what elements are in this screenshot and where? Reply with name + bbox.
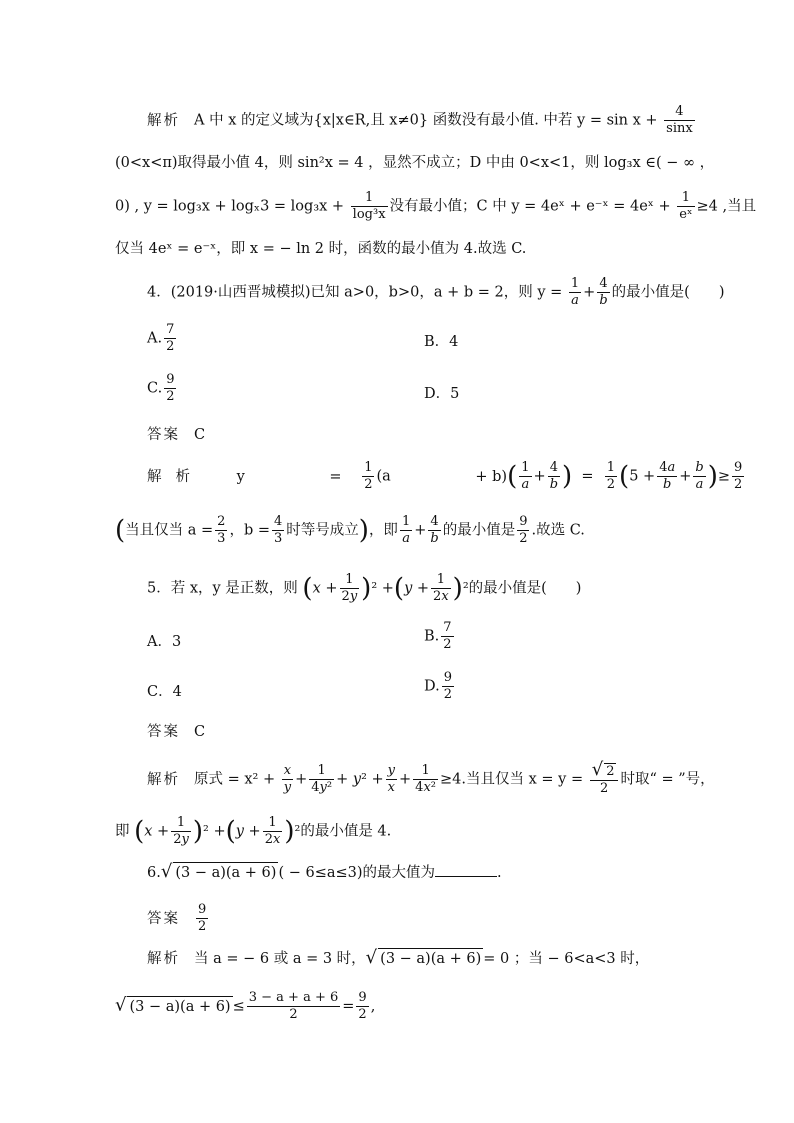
question-5-stem: 5．若 x，y 是正数，则 (x + $\frac{1}{2y}$ )² +(y + $\frac{1}{2x}$ )²的最小值是( ): [147, 572, 582, 604]
analysis-line-4: 仅当 4eˣ = e⁻ˣ，即 x = − ln 2 时，函数的最小值为 4.故选 C.: [115, 241, 527, 257]
question-4-stem: 4．(2019·山西晋城模拟)已知 a>0，b>0，a + b = 2，则 y = $\frac{1}{a}$ + $\frac{4}{b}$ 的最小值是( ): [147, 276, 725, 308]
analysis-line-1: 解析 A 中 x 的定义域为{x|x∈R,且 x≠0} 函数没有最小值. 中若 y = sin x + $\frac{4}{\sin x}$: [147, 104, 693, 136]
fraction: $\frac{4}{\sin x}$: [666, 104, 693, 136]
q4-analysis: 解析 y = $\frac{1}{2}$ (a + b)( $\frac{1}{a}$ + $\frac{4}{b}$ ) = $\frac{1}{2}$ (5 + $\frac{4a}{b}$ + $\frac{b}{a}$ )≥ $\frac{9}{2}$: [147, 460, 743, 492]
q6-analysis-line-2: √ (3 − a)(a + 6) ≤ $\frac{3 - a + a + 6}{2}$ = $\frac{9}{2}$ ,: [115, 990, 376, 1022]
q4-option-a: A. $\frac{7}{2}$: [147, 322, 175, 354]
answer-blank: [435, 862, 497, 877]
analysis-line-3: 0) , y = log₃x + logₓ3 = log₃x + $\frac{1}{\text{log³x}}$ 没有最小值；C 中 y = 4eˣ + e⁻ˣ = 4eˣ + $\frac{1}{\text{eˣ}}$ ≥4 ,当且: [115, 190, 757, 222]
q5-analysis: 解析 原式 = x² + $\frac{x}{y}$ + $\frac{1}{\text{4y²}}$ + y² + $\frac{y}{x}$ + $\frac{1}{\text{4x²}}$ ≥4.当且仅当 x = y = $\frac{√ 2}{2}$ 时取“ = ”号，: [147, 759, 715, 796]
q6-analysis: 解析 当 a = − 6 或 a = 3 时，√ (3 − a)(a + 6) = 0 ；当 − 6<a<3 时，: [147, 947, 650, 968]
q5-answer: 答案 C: [147, 724, 206, 740]
q4-option-c: C. $\frac{9}{2}$: [147, 372, 175, 404]
q5-option-d: D. $\frac{9}{2}$: [424, 670, 452, 702]
q4-answer: 答案 C: [147, 427, 206, 443]
analysis-line-2: (0<x<π)取得最小值 4，则 sin²x = 4 ，显然不成立；D 中由 0<x<1，则 log₃x ∈( − ∞ ，: [115, 155, 715, 171]
q4-analysis-line-2: (当且仅当 a = $\frac{2}{3}$ ，b = $\frac{4}{3}$ 时等号成立)，即 $\frac{1}{a}$ + $\frac{4}{b}$ 的最小值是 $\frac{9}{2}$ .故选 C.: [115, 514, 585, 546]
fraction: $\frac{1}{\text{eˣ}}$: [679, 190, 693, 222]
fraction: $\frac{1}{\text{log³x}}$: [352, 190, 386, 222]
q5-option-a: A．3: [147, 634, 182, 650]
q5-analysis-line-2: 即 (x + $\frac{1}{2y}$ )² +(y + $\frac{1}{2x}$ )²的最小值是 4.: [115, 815, 392, 847]
q6-answer: 答案 $\frac{9}{2}$: [147, 902, 207, 934]
q4-option-d: D．5: [424, 386, 460, 402]
q5-option-b: B. $\frac{7}{2}$: [424, 620, 452, 652]
q5-option-c: C．4: [147, 684, 182, 700]
answer-label: 答案: [147, 427, 180, 443]
analysis-label: 解析: [147, 112, 180, 129]
question-6-stem: 6.√ (3 − a)(a + 6) ( − 6≤a≤3)的最大值为 .: [147, 861, 502, 882]
q4-option-b: B．4: [424, 334, 459, 350]
